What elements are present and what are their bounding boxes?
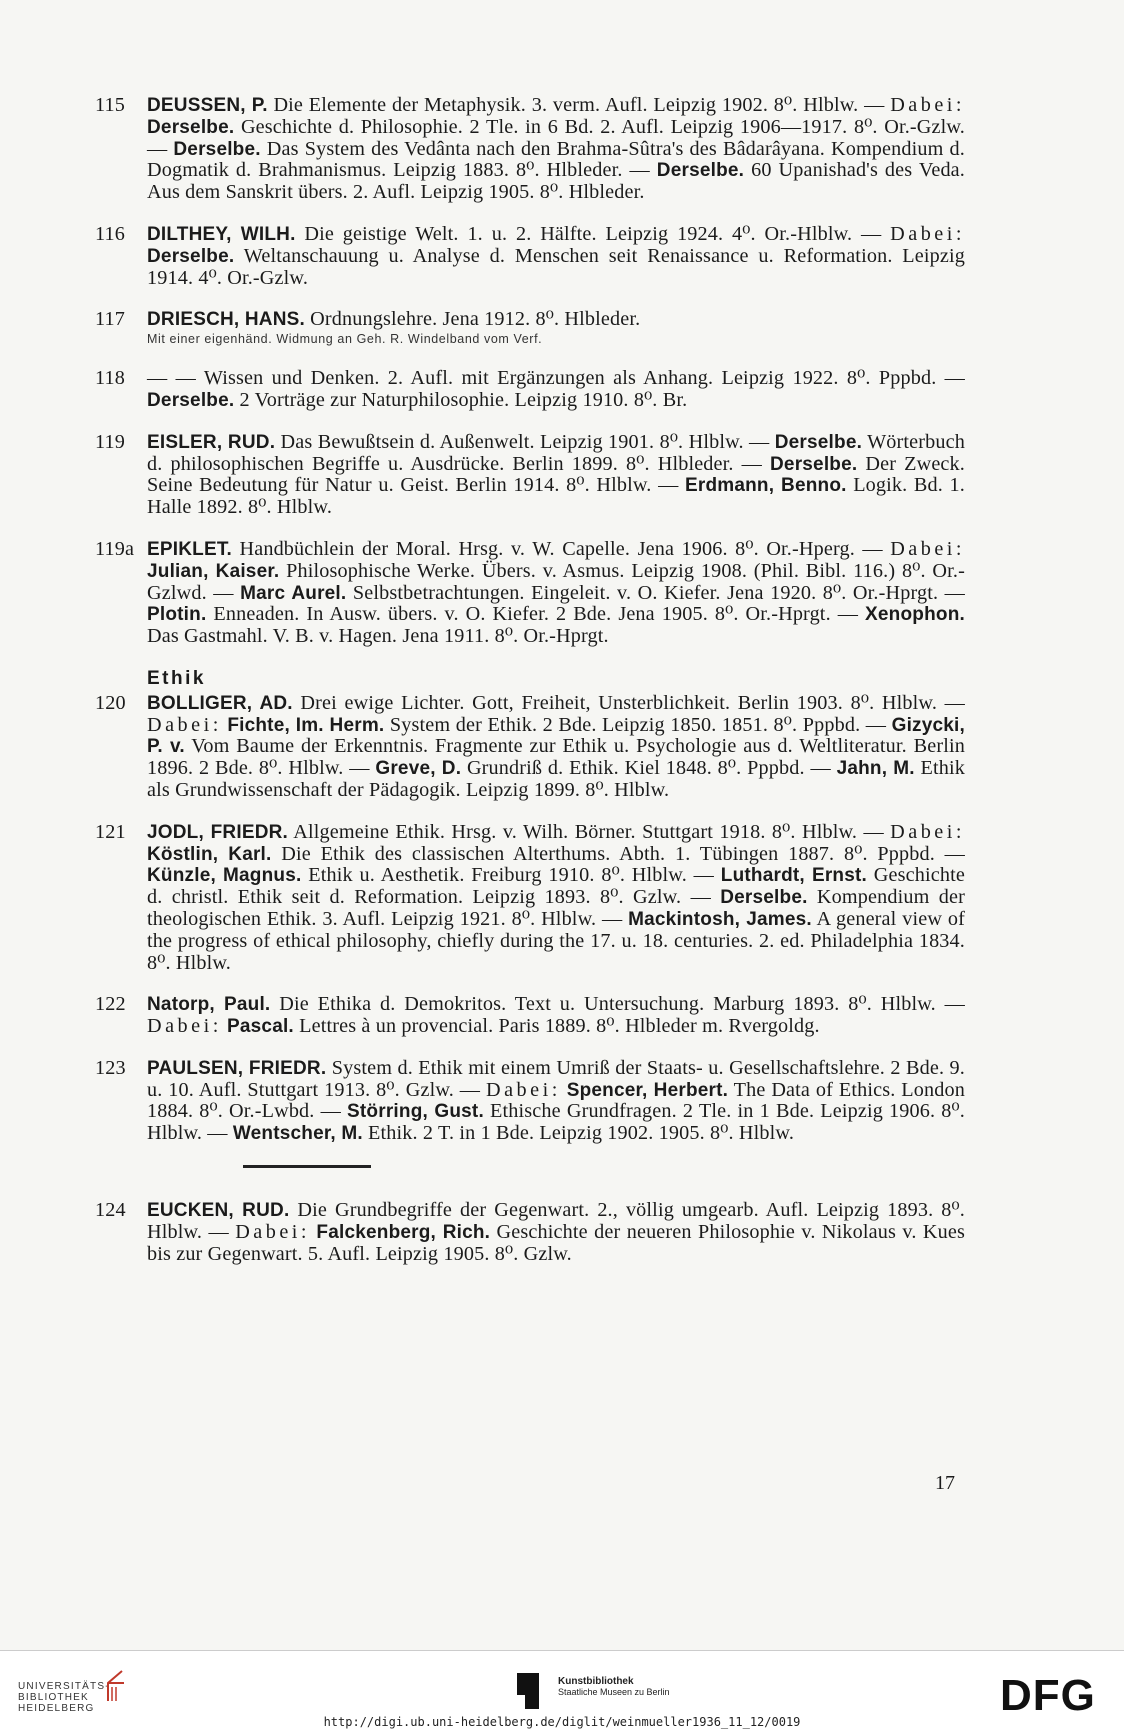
entry-fragment: Die Ethika d. Demokritos. Text u. Untersuchung. Marburg 1893. 8⁰. Hlblw. — (270, 993, 965, 1016)
lot-number: 123 (95, 1056, 126, 1079)
entry-fragment: Die Ethik des classischen Alterthums. Abth. 1. Tübingen 1887. 8⁰. Pppbd. — (271, 842, 965, 865)
entry-fragment: Handbüchlein der Moral. Hrsg. v. W. Capelle. Jena 1906. 8⁰. Or.-Hperg. — (232, 537, 891, 560)
author-name: Jahn, M. (836, 758, 915, 780)
author-name: EPIKLET. (147, 538, 233, 560)
entry-fragment: Philosophische Werke. Übers. v. Asmus. Leipzig 1908. (Phil. Bibl. 116.) 8⁰. Or.-Gzlwd. — (147, 559, 965, 604)
entry-fragment: 60 Upanishad's des Veda. Aus dem Sanskrit übers. 2. Aufl. Leipzig 1905. 8⁰. Hlbleder. (147, 159, 965, 204)
entry-fragment: Die geistige Welt. 1. u. 2. Hälfte. Leipzig 1924. 4⁰. Or.-Hlblw. — (295, 222, 891, 245)
entry-fragment: System d. Ethik mit einem Umriß der Staats- u. Gesellschaftslehre. 2 Bde. 9. u. 10. Aufl. Stuttgart 1913. 8⁰. Gzlw. — (147, 1056, 966, 1101)
uni-line: BIBLIOTHEK (18, 1692, 89, 1703)
author-name: Derselbe. (147, 245, 235, 267)
entry-fragment: Das Bewußtsein d. Außenwelt. Leipzig 1901. 8⁰. Hlblw. — (275, 430, 775, 453)
catalog-entry (95, 1200, 965, 1265)
entry-text (147, 822, 965, 975)
spaced-word: Dabei: (890, 222, 965, 245)
lot-number: 117 (95, 308, 125, 331)
entry-note: Mit einer eigenhänd. Widmung an Geh. R. Windelband vom Verf. (147, 332, 543, 347)
entry-fragment: Geschichte d. christl. Ethik seit d. Reformation. Leipzig 1893. 8⁰. Gzlw. — (147, 864, 965, 909)
heidelberg-library-logo-text (18, 1681, 110, 1714)
entry-group-general (95, 95, 965, 648)
author-name: EISLER, RUD. (147, 431, 276, 453)
entry-fragment: Weltanschauung u. Analyse d. Menschen seit Renaissance u. Reformation. Leipzig 1914. 4⁰. Or.-Gzlw. (147, 244, 965, 289)
entry-text (147, 1058, 965, 1145)
author-name: Falckenberg, Rich. (316, 1221, 491, 1243)
author-name: Gizycki, P. v. (147, 714, 966, 758)
author-name: Mackintosh, James. (628, 908, 812, 930)
author-name: BOLLIGER, AD. (147, 692, 293, 714)
entry-fragment: Das System des Vedânta nach den Brahma-Sûtra's des Bâdarâyana. Kompendium d. Dogmatik d. Brahmanismus. Leipzig 1883. 8⁰. Hlbleder. — (147, 137, 965, 182)
author-name: Derselbe. (720, 887, 808, 909)
entry-fragment: Ethik. 2 T. in 1 Bde. Leipzig 1902. 1905. 8⁰. Hlblw. (362, 1122, 795, 1145)
author-name: Derselbe. (147, 116, 235, 138)
author-name: Derselbe. (774, 431, 863, 453)
lot-number: 119a (95, 537, 135, 560)
entry-fragment: — — Wissen und Denken. 2. Aufl. mit Ergänzungen als Anhang. Leipzig 1922. 8⁰. Pppbd. — (147, 367, 965, 390)
uni-line: UNIVERSITÄTS- (18, 1681, 110, 1692)
author-name: Derselbe. (656, 160, 745, 182)
author-name: Derselbe. (147, 389, 235, 411)
lot-number: 121 (95, 820, 126, 843)
entry-fragment: Die Grundbegriffe der Gegenwart. 2., völlig umgearb. Aufl. Leipzig 1893. 8⁰. Hlblw. — (147, 1199, 965, 1243)
entry-text (147, 309, 965, 348)
entry-fragment: Ethik u. Aesthetik. Freiburg 1910. 8⁰. Hlblw. — (301, 864, 721, 887)
kb-title: Kunstbibliothek (558, 1676, 634, 1687)
heidelberg-library-logo-icon (102, 1669, 128, 1703)
kb-subtitle: Staatliche Museen zu Berlin (558, 1687, 670, 1697)
catalog-entry (95, 224, 965, 289)
catalog-entry (95, 309, 965, 348)
author-name: Erdmann, Benno. (684, 475, 847, 497)
kunstbibliothek-logo-icon (517, 1673, 539, 1709)
catalog-text (95, 95, 965, 1285)
spaced-word: Dabei: (890, 94, 965, 116)
author-name: Derselbe. (770, 453, 858, 475)
catalog-entry (95, 95, 965, 204)
lot-number: 124 (95, 1199, 126, 1222)
kunstbibliothek-logo-text (558, 1676, 670, 1697)
author-name: PAULSEN, FRIEDR. (147, 1057, 327, 1079)
lot-number: 115 (95, 94, 125, 116)
entry-fragment: Ethische Grundfragen. 2 Tle. in 1 Bde. Leipzig 1906. 8⁰. Hlblw. — (147, 1100, 965, 1145)
spaced-word: Dabei: (890, 537, 965, 560)
author-name: Künzle, Magnus. (147, 865, 302, 887)
entry-group-after-rule (95, 1200, 965, 1265)
lot-number: 119 (95, 430, 125, 453)
entry-fragment: System der Ethik. 2 Bde. Leipzig 1850. 1851. 8⁰. Pppbd. — (384, 713, 892, 736)
entry-text (147, 368, 965, 412)
permalink-url[interactable]: http://digi.ub.uni-heidelberg.de/diglit/weinmueller1936_11_12/0019 (323, 1715, 801, 1729)
spaced-word: Dabei: (890, 820, 965, 843)
catalog-entry (95, 693, 965, 802)
entry-fragment: Allgemeine Ethik. Hrsg. v. Wilh. Börner. Stuttgart 1918. 8⁰. Hlblw. — (288, 820, 891, 843)
catalog-entry (95, 539, 965, 648)
author-name: Pascal. (227, 1016, 294, 1038)
lot-number: 118 (95, 367, 125, 390)
entry-text (147, 432, 965, 519)
lot-number: 116 (95, 222, 125, 245)
author-name: Derselbe. (173, 138, 261, 160)
entry-group-ethik (95, 693, 965, 1145)
catalog-entry (95, 368, 965, 412)
author-name: DEUSSEN, P. (147, 95, 268, 116)
lot-number: 120 (95, 691, 126, 714)
entry-fragment: Das Gastmahl. V. B. v. Hagen. Jena 1911. 8⁰. Or.-Hprgt. (147, 625, 609, 648)
catalog-entry (95, 1058, 965, 1145)
entry-text (147, 539, 965, 648)
author-name: DRIESCH, HANS. (147, 309, 305, 331)
entry-fragment: Ethik als Grundwissenschaft der Pädagogik. Leipzig 1899. 8⁰. Hlblw. (147, 757, 966, 801)
entry-fragment: Geschichte d. Philosophie. 2 Tle. in 6 Bd. 2. Aufl. Leipzig 1906—1917. 8⁰. Or.-Gzlw. — (147, 115, 965, 160)
entry-fragment: Lettres à un provencial. Paris 1889. 8⁰. Hlbleder m. Rvergoldg. (293, 1015, 820, 1038)
author-name: Störring, Gust. (347, 1101, 484, 1123)
entry-fragment: A general view of the progress of ethical philosophy, chiefly during the 17. u. 18. centuries. 2. ed. Philadelphia 1834. 8⁰. Hlblw. (147, 907, 965, 974)
catalog-entry (95, 822, 965, 975)
section-heading: Ethik (147, 667, 206, 689)
author-name: DILTHEY, WILH. (147, 223, 296, 245)
entry-text (147, 95, 965, 204)
catalog-entry (95, 432, 965, 519)
author-name: Spencer, Herbert. (566, 1079, 729, 1101)
author-name: Julian, Kaiser. (147, 560, 280, 582)
spaced-word: Dabei: (235, 1220, 311, 1243)
author-name: Fichte, Im. Herm. (227, 714, 385, 736)
entry-fragment: Vom Baume der Erkenntnis. Fragmente zur Ethik u. Psychologie aus d. Weltliteratur. Berlin 1896. 2 Bde. 8⁰. Hlblw. — (147, 735, 965, 780)
separator-rule (243, 1165, 371, 1168)
spaced-word: Dabei: (486, 1078, 561, 1101)
author-name: EUCKEN, RUD. (147, 1200, 290, 1222)
spaced-word: Dabei: (147, 713, 222, 736)
entry-text (147, 994, 965, 1038)
entry-text (147, 1200, 965, 1265)
entry-fragment: Drei ewige Lichter. Gott, Freiheit, Unsterblichkeit. Berlin 1903. 8⁰. Hlblw. — (292, 691, 965, 714)
footer-bar (0, 1650, 1124, 1734)
author-name: Wentscher, M. (232, 1123, 363, 1145)
entry-fragment: Ordnungslehre. Jena 1912. 8⁰. Hlbleder. (304, 308, 641, 331)
dfg-logo: DFG (1000, 1671, 1096, 1720)
catalog-entry (95, 994, 965, 1038)
author-name: JODL, FRIEDR. (147, 821, 289, 843)
entry-fragment: Grundriß d. Ethik. Kiel 1848. 8⁰. Pppbd. — (461, 757, 837, 780)
spaced-word: Dabei: (147, 1015, 222, 1038)
entry-fragment: Enneaden. In Ausw. übers. v. O. Kiefer. 2 Bde. Jena 1905. 8⁰. Or.-Hprgt. — (206, 603, 866, 626)
entry-fragment: Die Elemente der Metaphysik. 3. verm. Aufl. Leipzig 1902. 8⁰. Hlblw. — (267, 94, 891, 116)
entry-fragment: Geschichte der neueren Philosophie v. Nikolaus v. Kues bis zur Gegenwart. 5. Aufl. Leipzig 1905. 8⁰. Gzlw. (147, 1220, 965, 1265)
entry-fragment: Logik. Bd. 1. Halle 1892. 8⁰. Hlblw. (147, 474, 965, 519)
author-name: Natorp, Paul. (147, 994, 271, 1016)
entry-text (147, 224, 965, 289)
author-name: Luthardt, Ernst. (720, 865, 868, 887)
page-number: 17 (935, 1472, 955, 1494)
author-name: Köstlin, Karl. (147, 843, 272, 865)
lot-number: 122 (95, 993, 126, 1016)
entry-text (147, 693, 965, 802)
entry-fragment: Wörterbuch d. philosophischen Begriffe u. Ausdrücke. Berlin 1899. 8⁰. Hlbleder. — (147, 430, 965, 475)
entry-fragment: The Data of Ethics. London 1884. 8⁰. Or.-Lwbd. — (147, 1078, 965, 1123)
author-name: Marc Aurel. (240, 582, 347, 604)
entry-fragment: Kompendium der theologischen Ethik. 3. Aufl. Leipzig 1921. 8⁰. Hlblw. — (147, 886, 965, 930)
entry-fragment: Der Zweck. Seine Bedeutung für Natur u. Geist. Berlin 1914. 8⁰. Hlblw. — (147, 452, 965, 497)
author-name: Xenophon. (865, 604, 965, 626)
author-name: Greve, D. (375, 758, 462, 780)
entry-fragment: 2 Vorträge zur Naturphilosophie. Leipzig 1910. 8⁰. Br. (234, 388, 688, 411)
entry-fragment: Selbstbetrachtungen. Eingeleit. v. O. Kiefer. Jena 1920. 8⁰. Or.-Hprgt. — (346, 581, 966, 604)
author-name: Plotin. (147, 604, 207, 626)
uni-line: HEIDELBERG (18, 1703, 95, 1714)
